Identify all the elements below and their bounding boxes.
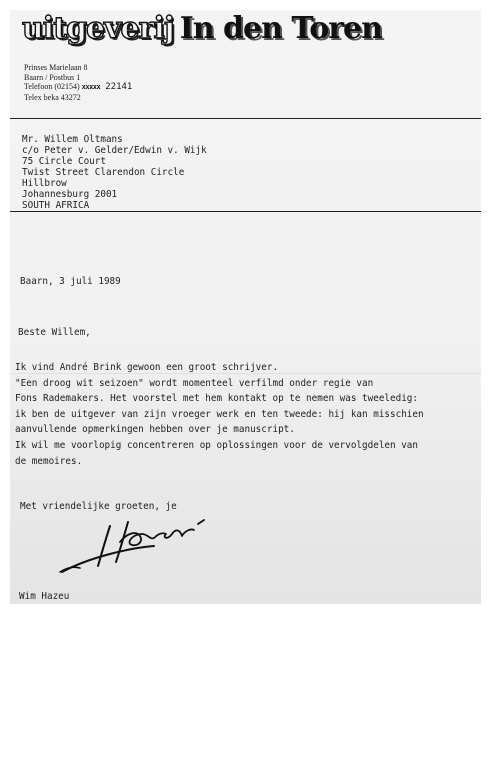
recipient-line: Johannesburg 2001 (22, 189, 118, 200)
recipient-line: Hillbrow (22, 178, 67, 189)
recipient-line: Twist Street Clarendon Circle (22, 167, 185, 178)
sender-postbus: Baarn / Postbus 1 (24, 72, 81, 82)
sender-telex: Telex beka 43272 (24, 92, 81, 102)
signer-name: Wim Hazeu (19, 591, 70, 602)
signature-image (58, 508, 218, 578)
recipient-line: SOUTH AFRICA (22, 200, 90, 211)
sender-street: Prinses Marielaan 8 (24, 63, 88, 72)
logo-word-in-den-toren: In den Toren (179, 11, 382, 46)
recipient-address-block (22, 134, 207, 211)
body-line: aanvullende opmerkingen hebben over je manuscript. (15, 424, 295, 436)
phone-label: Telefoon (02154) (24, 82, 80, 91)
phone-struck-out: xxxxx (81, 83, 101, 91)
phone-number: 22141 (105, 82, 133, 92)
logo-word-uitgeverij: uitgeverij (22, 11, 174, 46)
body-line: Ik vind André Brink gewoon een groot schrijver. (15, 362, 279, 373)
closing: Met vriendelijke groeten, je (20, 501, 177, 512)
publisher-logo (22, 12, 382, 52)
recipient-line: c/o Peter v. Gelder/Edwin v. Wijk (22, 145, 207, 156)
salutation: Beste Willem, (18, 327, 91, 338)
recipient-line: 75 Circle Court (22, 156, 106, 167)
letter-body (15, 360, 424, 469)
recipient-line: Mr. Willem Oltmans (22, 134, 123, 145)
header-rule (10, 118, 481, 119)
address-rule (10, 211, 481, 212)
letter-date: Baarn, 3 juli 1989 (20, 276, 121, 287)
body-line: Ik wil me voorlopig concentreren op oplossingen voor de vervolgdelen van (15, 439, 418, 451)
sender-phone-line (24, 82, 132, 93)
sender-address-block (24, 63, 132, 102)
body-line: de memoires. (15, 455, 83, 467)
body-line: "Een droog wit seizoen" wordt momenteel verfilmd onder regie van (15, 377, 374, 389)
body-line: ik ben de uitgever van zijn vroeger werk en ten tweede: hij kan misschien (15, 408, 424, 420)
letter-sheet (10, 10, 481, 604)
body-line: Fons Rademakers. Het voorstel met hem kontakt op te nemen was tweeledig: (15, 393, 418, 405)
